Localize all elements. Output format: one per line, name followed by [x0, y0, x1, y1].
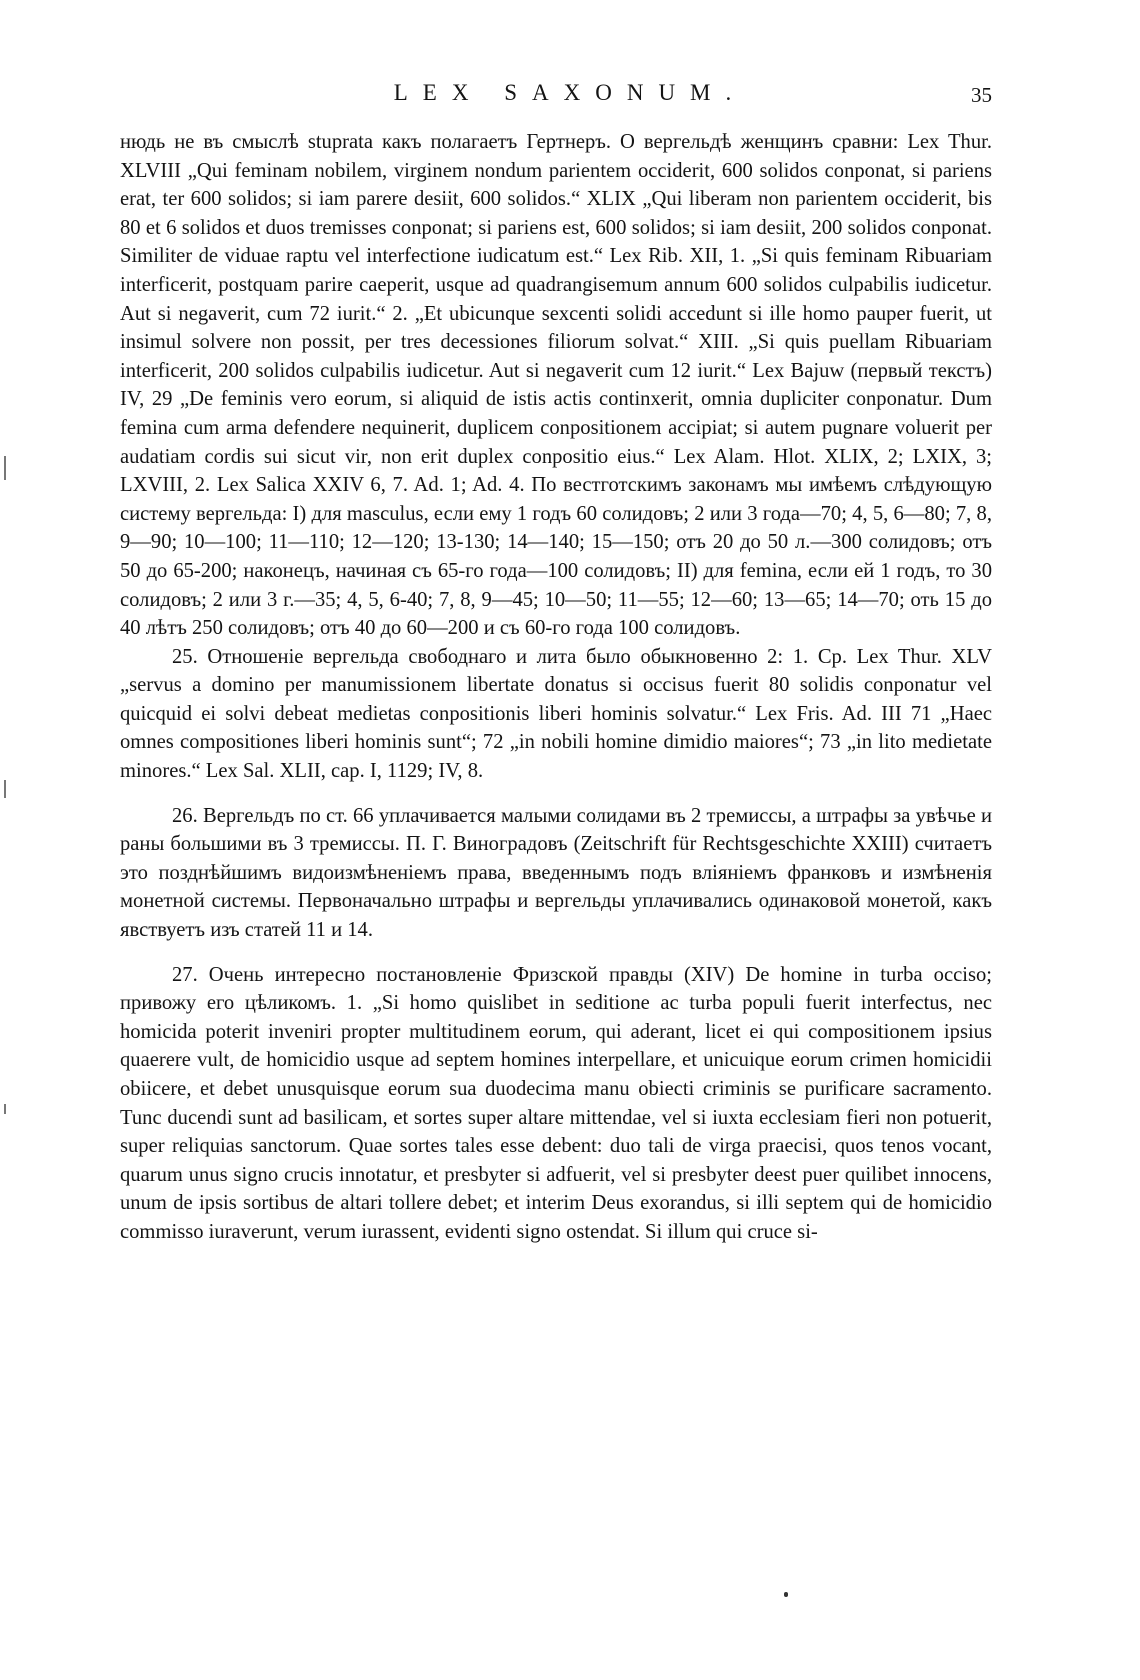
scan-edge-mark [4, 780, 6, 798]
paragraph-note-27: 27. Очень интересно постановленіе Фризской правды (XIV) De homine in turba occiso; привожу его цѣликомъ. 1. „Si homo quislibet in seditione ac turba populi fuerit interfectus, nec homicida poterit inveniri propter multitudinem eorum, qui aderant, licet ei qui compositionem ipsius quaerere vult, de homicidio usque ad septem homines interpellare, et unicuique eorum crimen homicidii obiicere, et debet unusquisque eorum sua duodecima manu obiecti criminis se purificare sacramento. Tunc ducendi sunt ad basilicam, et sortes super altare mittendae, vel si iuxta ecclesiam fieri non potuerit, super reliquias sanctorum. Quae sortes tales esse debent: duo tali de virga praecisi, quos tenos vocant, quarum unus signo crucis innotatur, et presbyter si adfuerit, vel si presbyter deest puer quilibet innocens, unum de ipsis sortibus de altari tollere debet; et interim Deus exorandus, si illi septem qui de homicidio commisso iuraverunt, verum iurassent, evidenti signo ostendat. Si illum qui cruce si- [120, 963, 992, 1243]
scan-edge-mark [4, 456, 6, 480]
running-title: LEX SAXONUM. [393, 80, 747, 105]
body-text [120, 128, 992, 1247]
paragraph-note-25: 25. Отношеніе вергельда свободнаго и лита было обыкновенно 2: 1. Ср. Lex Thur. XLV „servus a domino per manumissionem libertate donatus si occisus fuerit 80 solidis conponatur vel quicquid ei solvi debeat medietas conpositionis liberi hominis solvatur.“ Lex Fris. Ad. III 71 „Haec omnes compositiones liberi hominis sunt“; 72 „in nobili homine dimidio maiores“; 73 „in lito medietate minores.“ Lex Sal. XLII, cap. I, 1129; IV, 8. [120, 645, 992, 783]
print-speck [784, 1592, 788, 1597]
paragraph-note-26: 26. Вергельдъ по ст. 66 уплачивается малыми солидами въ 2 тремиссы, а штрафы за увѣчье и раны большими въ 3 тремиссы. П. Г. Виноградовъ (Zeitschrift für Rechtsgeschichte XXIII) считаетъ это позднѣйшимъ видоизмѣненіемъ права, введеннымъ подъ вліяніемъ франковъ и измѣненія монетной системы. Первоначально штрафы и вергельды уплачивались одинаковой монетой, какъ явствуетъ изъ статей 11 и 14. [120, 804, 992, 942]
running-head [150, 78, 990, 108]
scan-edge-mark [4, 1104, 6, 1114]
paragraph-continuation: нюдь не въ смыслѣ stuprata какъ полагаетъ Гертнеръ. О вергельдѣ женщинъ сравни: Lex Thur. XLVIII „Qui feminam nobilem, virginem nondum parientem occiderit, 600 solidos conponat, si pariens erat, ter 600 solidos; si iam parere desiit, 600 solidos.“ XLIX „Qui liberam non parientem occiderit, bis 80 et 6 solidos et duos tremisses conponat; si pariens est, 600 solidos; si iam desiit, 200 solidos conponat. Similiter de viduae raptu vel interfectione iudicatum est.“ Lex Rib. XII, 1. „Si quis feminam Ribuariam interficerit, postquam parire caeperit, usque ad quadrangisemum annum 600 solidos culpabilis iudicetur. Aut si negaverit, cum 72 iurit.“ 2. „Et ubicunque sexcenti solidi accedunt si ille homo pauper fuerit, ut insimul solvere non possit, per tres decessiones filiorum solvat.“ XIII. „Si quis puellam Ribuariam interficerit, 200 solidos culpabilis iudicetur. Aut si negaverit cum 12 iurit.“ Lex Bajuw (первый текстъ) IV, 29 „De feminis vero eorum, si aliquid de istis actis continxerit, omnia dupliciter conponatur. Dum femina cum arma defendere nequinerit, duplicem conpositionem accipiat; si autem pugnare voluerit per audatiam cordis sui sicut vir, non erit duplex conpositio eius.“ Lex Alam. Hlot. XLIX, 2; LXIX, 3; LXVIII, 2. Lex Salica XXIV 6, 7. Ad. 1; Ad. 4. По вестготскимъ законамъ мы имѣемъ слѣдующую систему вергельда: I) для masculus, если ему 1 годъ 60 солидовъ; 2 или 3 года—70; 4, 5, 6—80; 7, 8, 9—90; 10—100; 11—110; 12—120; 13-130; 14—140; 15—150; отъ 20 до 50 л.—300 солидовъ; отъ 50 до 65-200; наконецъ, начиная съ 65-го года—100 солидовъ; II) для femina, если ей 1 годъ, то 30 солидовъ; 2 или 3 г.—35; 4, 5, 6-40; 7, 8, 9—45; 10—50; 11—55; 12—60; 13—65; 14—70; оть 15 до 40 лѣтъ 250 солидовъ; отъ 40 до 60—200 и съ 60-го года 100 солидовъ. [120, 131, 992, 640]
page-number: 35 [971, 83, 992, 107]
